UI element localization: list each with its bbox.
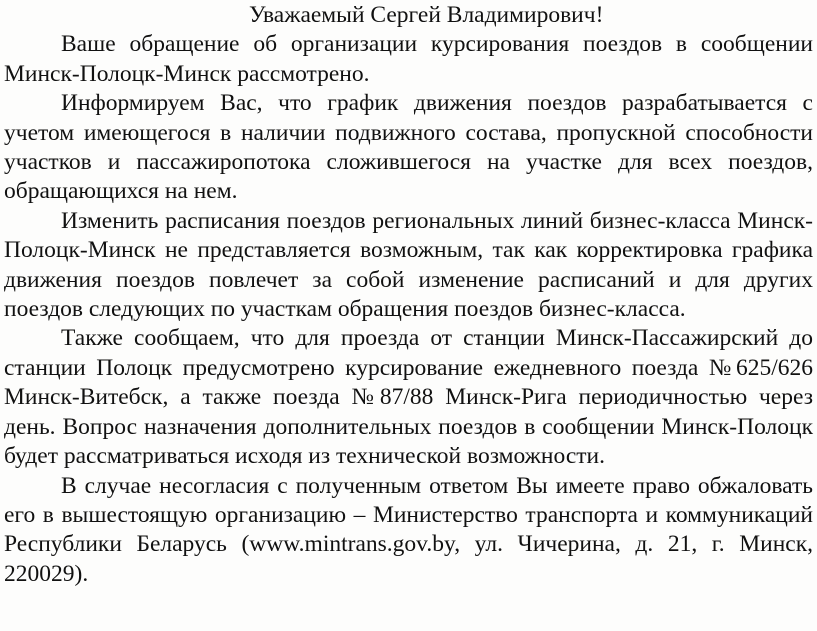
letter-salutation: Уважаемый Сергей Владимирович! xyxy=(249,2,604,28)
paragraph-alternative-trains: Также сообщаем, что для проезда от станции Минск-Пассажирский до станции Полоцк предусмотрено курсирование ежедневного поезда №625/626 Минск-Витебск, а также поезда №87/88 Минск-Рига периодичностью через день. Вопрос назначения дополнительных поездов в сообщении Минск-Полоцк будет рассматриваться исходя из технической возможности. xyxy=(4,325,813,470)
paragraph-change-impossible: Изменить расписания поездов региональных линий бизнес-класса Минск-Полоцк-Минск не представляется возможным, так как корректировка графика движения поездов повлечет за собой изменение расписаний и для других поездов следующих по участкам обращения поездов бизнес-класса. xyxy=(4,207,813,323)
paragraph-schedule-info: Информируем Вас, что график движения поездов разрабатывается с учетом имеющегося в наличии подвижного состава, пропускной способности участков и пассажиропотока сложившегося на участке для всех поездов, обращающихся на нем. xyxy=(4,90,813,205)
paragraph-appeal-rights: В случае несогласия с полученным ответом Вы имеете право обжаловать его в вышестоящую организацию – Министерство транспорта и коммуникаций Республики Беларусь (www.mintrans.gov.by, ул. Чичерина, д. 21, г. Минск, 220029). xyxy=(4,472,813,587)
paragraph-request-reviewed: Ваше обращение об организации курсирования поездов в сообщении Минск-Полоцк-Минск рассмотрено. xyxy=(4,31,813,87)
